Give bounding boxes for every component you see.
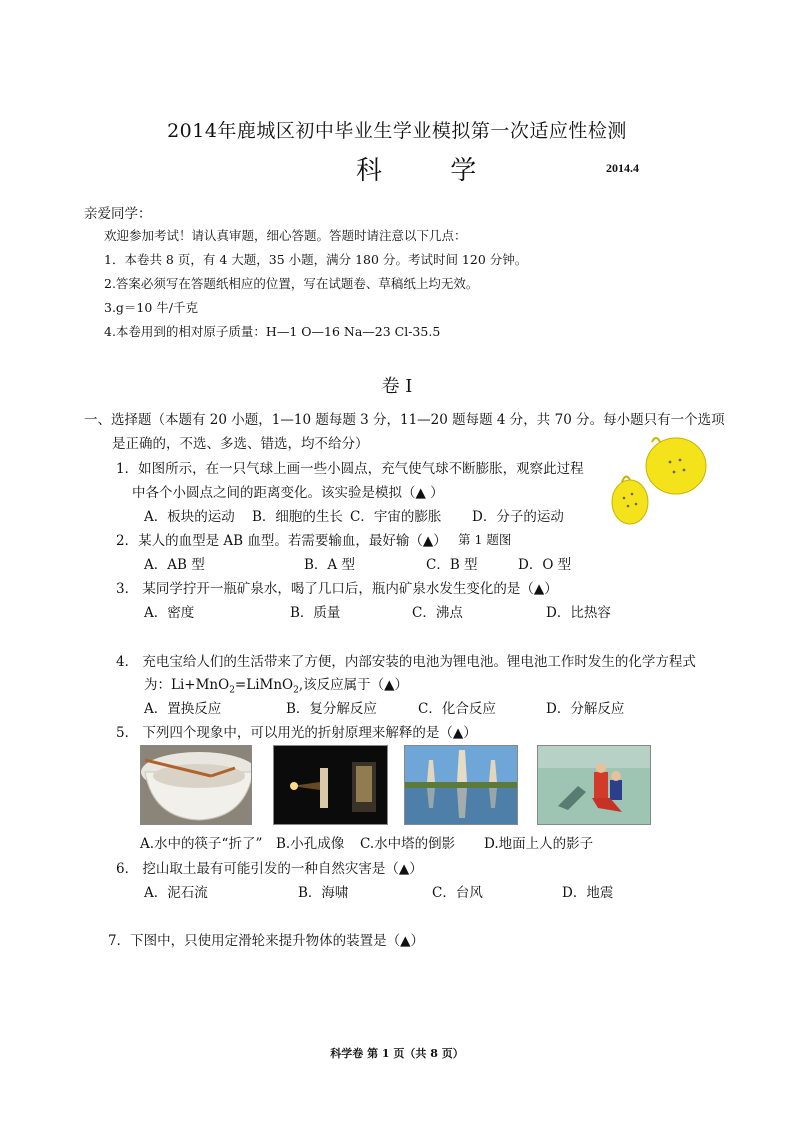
- welcome-text: 欢迎参加考试！请认真审题，细心答题。答题时请注意以下几点：: [104, 228, 467, 243]
- q3-stem: 3． 某同学拧开一瓶矿泉水，喝了几口后，瓶内矿泉水发生变化的是（▲）: [116, 581, 558, 597]
- page-footer: 科学卷 第 1 页（共 8 页）: [330, 1047, 464, 1060]
- q1-stem: 1．如图所示，在一只气球上画一些小圆点，充气使气球不断膨胀，观察此过程: [116, 461, 584, 477]
- q5-caption-c: C.水中塔的倒影: [360, 836, 456, 852]
- part1-heading-cont: 是正确的，不选、多选、错选，均不给分）: [112, 436, 369, 452]
- q1-option-b: B．细胞的生长: [252, 509, 343, 525]
- q6-option-d: D．地震: [562, 885, 614, 901]
- q2-option-a: A．AB 型: [144, 557, 205, 573]
- q5-caption-a: A.水中的筷子“折了”: [140, 836, 263, 852]
- q6-stem: 6． 挖山取土最有可能引发的一种自然灾害是（▲）: [116, 861, 423, 877]
- note-1: 1．本卷共 8 页，有 4 大题，35 小题，满分 180 分。考试时间 120 分钟。: [104, 252, 528, 267]
- note-2: 2.答案必须写在答题纸相应的位置，写在试题卷、草稿纸上均无效。: [104, 276, 479, 291]
- part1-heading: 一、选择题（本题有 20 小题，1—10 题每题 3 分，11—20 题每题 4 分，共 70 分。每小题只有一个选项: [84, 412, 725, 428]
- large-balloon-icon: [646, 438, 706, 494]
- q6-option-b: B．海啸: [298, 885, 349, 901]
- q5-caption-b: B.小孔成像: [276, 836, 345, 852]
- q6-option-c: C．台风: [432, 885, 483, 901]
- q2-option-c: C．B 型: [426, 557, 478, 573]
- q2-option-b: B．A 型: [304, 557, 355, 573]
- q6-option-a: A．泥石流: [144, 885, 208, 901]
- photo-pinhole-image: [273, 745, 388, 825]
- q3-option-c: C．沸点: [412, 605, 463, 621]
- photo-chopsticks-in-water: [140, 745, 252, 825]
- q4-option-d: D．分解反应: [546, 701, 625, 717]
- small-balloon-icon: [612, 476, 648, 524]
- exam-date: 2014.4: [606, 161, 639, 175]
- balloon-figure: [604, 432, 716, 532]
- q4-stem: 4． 充电宝给人们的生活带来了方便，内部安装的电池为锂电池。锂电池工作时发生的化学方程式: [116, 654, 696, 670]
- q4-equation: 为：Li+MnO$_2$=LiMnO$_2$,该反应属于（▲）: [144, 677, 409, 696]
- q3-option-a: A．密度: [144, 605, 195, 621]
- q7-stem: 7．下图中，只使用定滑轮来提升物体的装置是（▲）: [108, 933, 424, 949]
- q1-figure-label: 第 1 题图: [458, 532, 512, 547]
- q2-stem: 2．某人的血型是 AB 血型。若需要输血，最好输（▲）: [116, 533, 447, 549]
- q4-option-b: B．复分解反应: [286, 701, 377, 717]
- q1-option-c: C．宇宙的膨胀: [350, 509, 442, 525]
- q3-option-b: B．质量: [290, 605, 341, 621]
- q5-stem: 5． 下列四个现象中，可以用光的折射原理来解释的是（▲）: [116, 725, 477, 741]
- greeting: 亲爱同学：: [84, 206, 152, 222]
- note-4: 4.本卷用到的相对原子质量：H—1 O—16 Na—23 Cl-35.5: [104, 324, 441, 339]
- exam-title: 2014年鹿城区初中毕业生学业模拟第一次适应性检测: [167, 120, 627, 142]
- q2-option-d: D．O 型: [518, 557, 572, 573]
- photo-tower-reflection: [404, 745, 518, 825]
- q1-stem-cont: 中各个小圆点之间的距离变化。该实验是模拟（▲ ）: [132, 485, 444, 501]
- section-title: 卷 I: [381, 376, 413, 397]
- photo-shadow-on-ground: [537, 745, 651, 825]
- subject-title: 科 学: [356, 156, 507, 186]
- q4-option-a: A．置换反应: [144, 701, 222, 717]
- q1-option-a: A．板块的运动: [144, 509, 235, 525]
- note-3: 3.g＝10 牛/千克: [104, 300, 199, 315]
- q3-option-d: D．比热容: [546, 605, 611, 621]
- q5-caption-d: D.地面上人的影子: [484, 836, 594, 852]
- q4-option-c: C．化合反应: [418, 701, 496, 717]
- q1-option-d: D．分子的运动: [472, 509, 564, 525]
